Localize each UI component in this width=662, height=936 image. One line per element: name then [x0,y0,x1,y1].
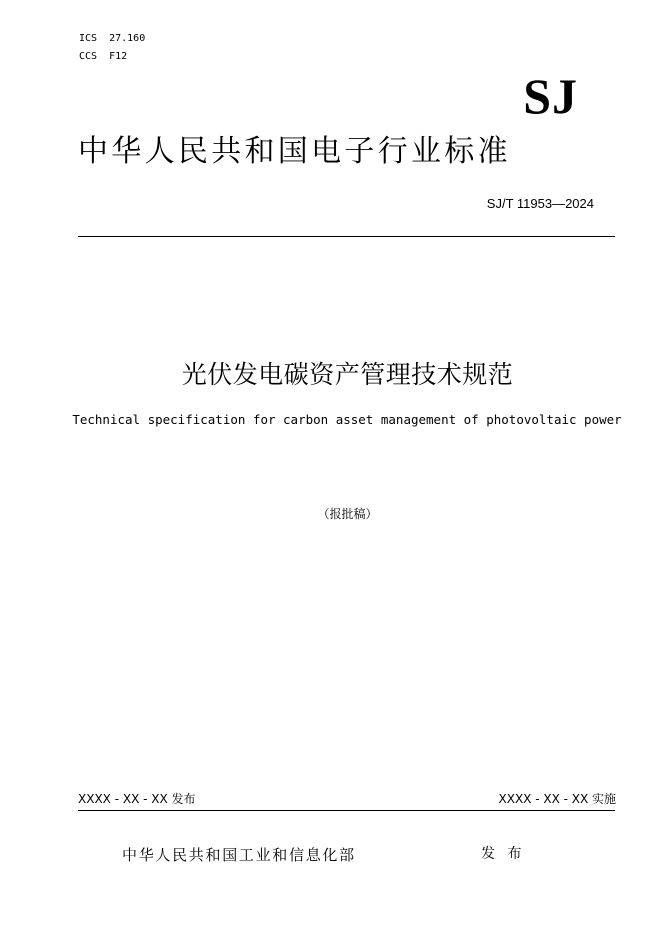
ics-code: ICS 27.160 [79,33,146,44]
issuing-authority: 中华人民共和国工业和信息化部 [122,846,356,864]
issue-date: XXXX - XX - XX 发布 [78,792,196,806]
document-title-english: Technical specification for carbon asset management of photovoltaic power [72,412,622,427]
draft-status-note: （报批稿） [317,507,378,521]
ccs-code: CCS F12 [79,51,128,62]
implementation-date: XXXX - XX - XX 实施 [498,792,616,806]
header-divider [78,236,615,237]
standard-number: SJ/T 11953—2024 [486,196,594,211]
document-title-chinese: 光伏发电碳资产管理技术规范 [181,360,514,389]
standard-mark-logo: SJ [523,68,578,124]
footer-divider [78,810,615,811]
industry-standard-title: 中华人民共和国电子行业标准 [78,134,511,169]
publish-label: 发 布 [481,846,526,862]
